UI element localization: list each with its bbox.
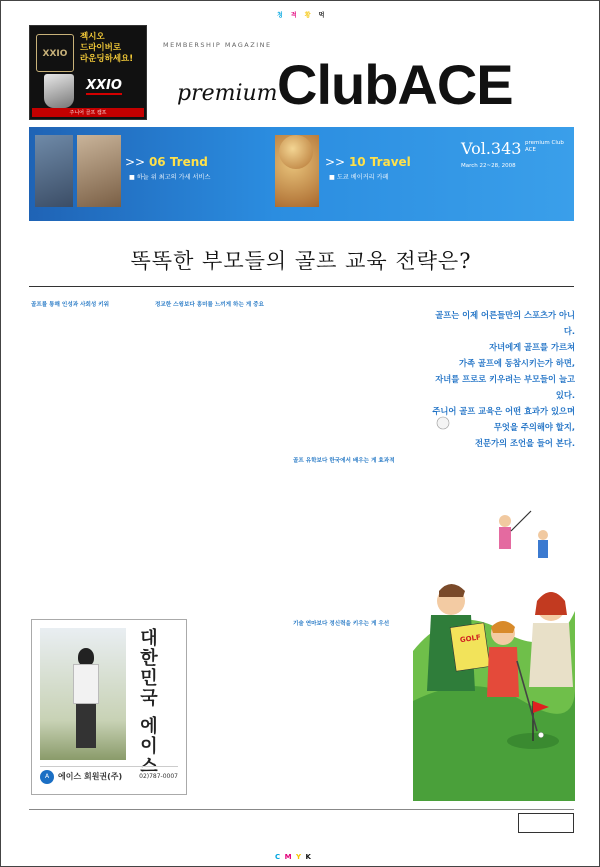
volume-number: Vol.343: [461, 139, 522, 158]
golf-club-head-icon: [44, 74, 74, 108]
color-bar-black: 먹: [318, 12, 328, 19]
volume-meta: premium Club ACE: [525, 140, 564, 153]
color-bar: [277, 10, 327, 19]
article-column-5: [293, 616, 413, 831]
certification-seal: [518, 813, 574, 833]
book-advertisement[interactable]: [31, 619, 187, 795]
background-golfer-head-2: [538, 530, 548, 540]
color-bar-cyan: 청: [277, 12, 286, 19]
father-hair: [439, 584, 465, 597]
trend-link[interactable]: [125, 155, 208, 169]
magazine-label: MEMBERSHIP MAGAZINE: [163, 41, 272, 49]
mother-top: [529, 623, 573, 687]
golfer-legs: [76, 704, 96, 748]
cmyk-m: M: [284, 853, 293, 861]
contents-band: [29, 127, 574, 221]
article-column-2: [155, 297, 289, 613]
travel-copy: ■ 도쿄 베이커리 카페: [329, 174, 389, 181]
trend-photo-passenger: [77, 135, 121, 207]
cmyk-y: Y: [295, 853, 303, 861]
background-golfer-body-2: [538, 540, 548, 558]
subhead-interest: 정교한 스윙보다 흥미를 느끼게 하는 게 중요: [155, 302, 264, 308]
background-golfer-body: [499, 527, 511, 549]
cmyk-marks: [275, 853, 312, 861]
trend-prefix: >>: [125, 155, 149, 169]
ball-on-green-icon: [538, 732, 543, 737]
background-golfer-head: [499, 515, 511, 527]
color-bar-yellow: 황: [304, 12, 314, 19]
ad-copy: 젝시오 드라이버로 라운딩하세요!: [80, 32, 134, 64]
ad-footer: 주니어 골프 캠프: [32, 108, 144, 117]
subhead-mental: 기술 연마보다 정신력을 키우는 게 우선: [293, 621, 390, 627]
cmyk-k: K: [305, 853, 312, 861]
book-publisher: [40, 766, 178, 786]
travel-photo-pastry: [279, 135, 313, 169]
subhead-study-abroad: 골프 유학보다 한국에서 배우는 게 효과적: [293, 458, 395, 464]
trend-photo-staff: [35, 135, 73, 207]
magazine-cover-text: GOLF: [459, 633, 482, 645]
book-cover-photo: [40, 628, 126, 760]
travel-label: 10 Travel: [348, 155, 411, 169]
child-shirt: [487, 647, 519, 697]
trend-copy: ■ 하늘 위 최고의 가세 서비스: [129, 174, 211, 181]
publication-footer: [29, 809, 574, 835]
subhead-character: 골프를 통해 인성과 사회성 키워: [31, 302, 110, 308]
xxio-logo: XXIO: [36, 34, 74, 72]
travel-link[interactable]: [325, 155, 411, 169]
publisher-logo-icon: A: [40, 770, 54, 784]
pull-quote: 골프는 이제 어른들만의 스포츠가 아니다. 자녀에게 골프를 가르쳐 가족 골프에 동참시키는가 하면, 자녀를 프로로 키우려는 부모들이 늘고 있다. 주니어 골프 교육은 어떤 효과가 있으며 무엇을 주의해야 할지, 전문가의 조언을 들어 본다.: [432, 310, 575, 448]
book-title: 대한민국 에이스: [137, 628, 158, 777]
cover-headline: 똑똑한 부모들의 골프 교육 전략은?: [130, 249, 472, 273]
article-column-3: [293, 297, 413, 437]
xxio-advertisement[interactable]: [29, 25, 147, 120]
family-golf-illustration: [413, 401, 575, 801]
article-column-4: [293, 453, 413, 599]
trend-label: 06 Trend: [148, 155, 208, 169]
golf-ball-icon: [437, 417, 449, 429]
publisher-name: 에이스 회원권(주): [58, 772, 123, 781]
article-column-1: [31, 297, 151, 613]
ad-brand: XXIO: [86, 78, 122, 93]
title-clubace: ClubACE: [277, 53, 513, 116]
travel-prefix: >>: [325, 155, 349, 169]
publisher-phone: 02)787-0007: [139, 773, 178, 780]
headline-divider: [29, 286, 574, 287]
mother-hair: [535, 592, 567, 615]
masthead: [29, 25, 574, 123]
issue-date: March 22~28, 2008: [461, 163, 516, 169]
title-premium: premium: [177, 81, 278, 106]
golf-magazine: [450, 623, 490, 671]
color-bar-magenta: 적: [290, 12, 300, 19]
golfer-body: [73, 664, 99, 704]
child-hair: [491, 621, 515, 633]
background-golf-club: [511, 511, 531, 531]
cmyk-c: C: [275, 853, 282, 861]
